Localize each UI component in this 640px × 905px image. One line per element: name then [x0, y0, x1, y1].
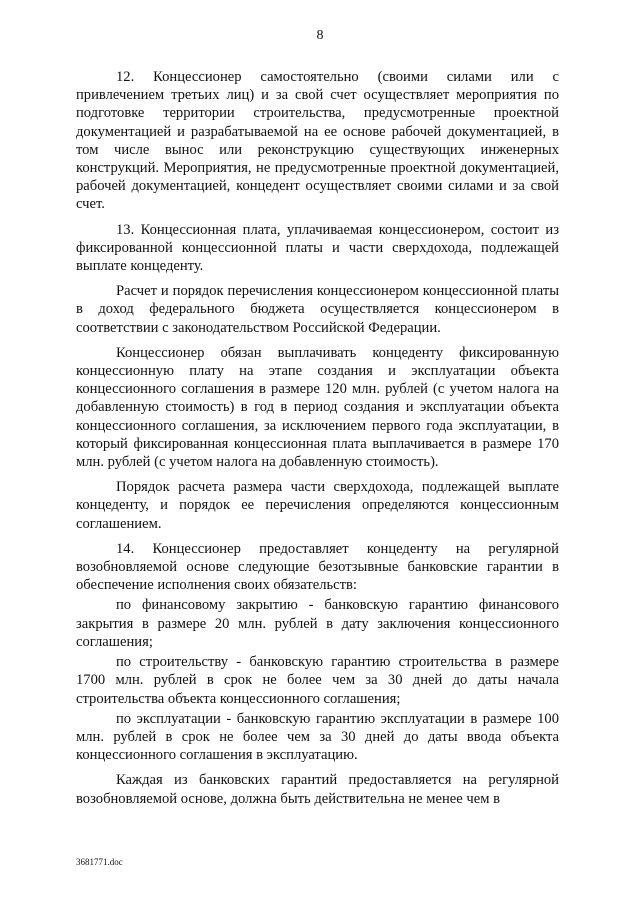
- paragraph-payment-procedure: Расчет и порядок перечисления концессионером концессионной платы в доход федерального бюджета осуществляется концессионером в соответствии с законодательством Российской Федерации.: [76, 283, 559, 336]
- paragraph-excess-income: Порядок расчета размера части сверхдохода, подлежащей выплате концеденту, и порядок ее перечисления определяются концессионным соглашением.: [76, 479, 559, 532]
- paragraph-13: 13. Концессионная плата, уплачиваемая концессионером, состоит из фиксированной концессионной платы и части сверхдохода, подлежащей выплате концеденту.: [76, 221, 559, 275]
- list-item-financial-closing: по финансовому закрытию - банковскую гарантию финансового закрытия в размере 20 млн. рублей в дату заключения концессионного соглашения;: [76, 597, 559, 650]
- list-item-operation: по эксплуатации - банковскую гарантию эксплуатации в размере 100 млн. рублей в срок не более чем за 30 дней до даты ввода объекта концессионного соглашения в эксплуатацию.: [76, 710, 559, 764]
- list-item-construction: по строительству - банковскую гарантию строительства в размере 1700 млн. рублей в срок не более чем за 30 дней до даты начала строительства объекта концессионного соглашения;: [76, 654, 559, 707]
- paragraph-12: 12. Концессионер самостоятельно (своими силами или с привлечением третьих лиц) и за свой счет осуществляет мероприятия по подготовке территории строительства, предусмотренные проектной документацией и разрабатываемой на ее основе рабочей документацией, в том числе вынос или реконструкцию существующих инженерных конструкций. Мероприятия, не предусмотренные проектной документацией, рабочей документацией, концедент осуществляет своими силами и за свой счет.: [76, 69, 559, 213]
- footer-filename: 3681771.doc: [76, 857, 123, 867]
- page-number: 8: [316, 28, 324, 43]
- paragraph-guarantees: Каждая из банковских гарантий предоставляется на регулярной возобновляемой основе, должна быть действительна не менее чем в: [76, 772, 559, 807]
- paragraph-14: 14. Концессионер предоставляет концеденту на регулярной возобновляемой основе следующие безотзывные банковские гарантии в обеспечение исполнения своих обязательств:: [76, 540, 559, 594]
- document-body: [76, 68, 559, 815]
- paragraph-fixed-payment: Концессионер обязан выплачивать концеденту фиксированную концессионную плату на этапе создания и эксплуатации объекта концессионного соглашения в размере 120 млн. рублей (с учетом налога на добавленную стоимость) в год в период создания и эксплуатации объекта концессионного соглашения, за исключением первого года эксплуатации, в который фиксированная концессионная плата выплачивается в размере 170 млн. рублей (с учетом налога на добавленную стоимость).: [76, 344, 559, 471]
